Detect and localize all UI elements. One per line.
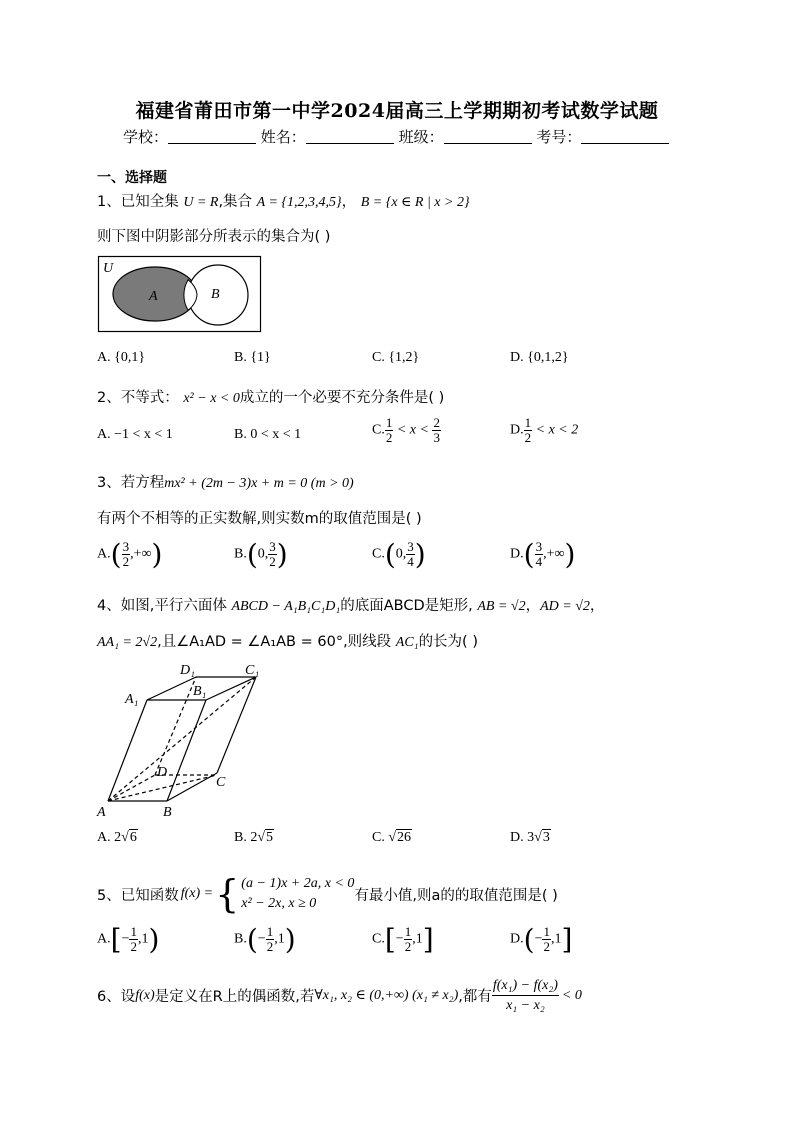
q6-text-2: 是定义在R上的偶函数,若	[154, 989, 315, 1005]
vertex-a: A	[97, 805, 106, 820]
edge-a1d1	[147, 677, 196, 700]
denominator: 2	[269, 554, 276, 569]
q6-condition: ∀x₁, x₂ ∈ (0,+∞) (x₁ ≠ x₂)	[314, 988, 459, 1003]
vertex-b: B	[163, 805, 172, 820]
q3-option-b[interactable]: B.(0, $\frac{3}{2}$ )	[234, 538, 288, 571]
q6-text: 6、设	[97, 989, 136, 1005]
denominator: x₁ − x₂	[506, 998, 545, 1013]
q2-option-a[interactable]: A. −1 < x < 1	[97, 427, 173, 442]
parallelepiped-figure	[95, 658, 275, 820]
q4-c-prefix: C.	[372, 830, 389, 845]
name-blank[interactable]	[306, 129, 394, 144]
q4-ab: AB = √2	[477, 599, 526, 614]
fraction	[432, 416, 441, 445]
q5-text: 5、已知函数	[97, 887, 179, 904]
q1-comma: ，	[341, 194, 357, 210]
class-label: 班级：	[398, 128, 444, 146]
q5-text-2: 有最小值,则a的的取值范围是( )	[354, 887, 558, 904]
q5-d-prefix: D.	[510, 931, 524, 947]
vertex-c: C	[216, 775, 226, 790]
q4-a-prefix: A. 2	[97, 830, 122, 845]
venn-diagram	[97, 255, 263, 335]
denominator: 2	[524, 430, 532, 445]
q4-ad: AD = √2	[540, 599, 590, 614]
vertex-a1: A₁	[125, 692, 139, 707]
q2-option-c[interactable]	[372, 416, 441, 445]
vertex-c1: C₁	[245, 663, 260, 678]
q1-set-a: A = {1,2,3,4,5}	[256, 195, 342, 210]
q5-tail: ,1	[412, 931, 423, 947]
vertex-d: D	[157, 765, 168, 780]
question-1-prompt: 则下图中阴影部分所表示的集合为( )	[97, 229, 331, 245]
fraction	[542, 925, 551, 954]
number-label: 考号：	[536, 128, 582, 146]
vertex-d1: D₁	[180, 663, 195, 678]
q1-text-2: ,集合	[218, 194, 253, 210]
minus: −	[395, 931, 404, 947]
minus: −	[257, 931, 266, 947]
q3-b-prefix: B.	[234, 546, 247, 562]
q2-inequality: x² − x < 0	[183, 391, 240, 406]
edge-bc	[167, 773, 217, 801]
question-1-stem	[97, 190, 470, 211]
q5-function: f(x) =	[180, 886, 214, 901]
q5-case-1: (a − 1)x + 2a, x < 0	[241, 876, 355, 891]
q3-equation: mx² + (2m − 3)x + m = 0 (m > 0)	[164, 476, 354, 491]
edge-ad-hidden	[108, 775, 155, 801]
q2-option-d[interactable]	[510, 416, 578, 445]
q6-less-than-zero: < 0	[561, 987, 582, 1003]
numerator: 1	[543, 924, 550, 939]
denominator: 4	[535, 554, 543, 569]
radicand: 5	[266, 830, 274, 845]
q1-option-a[interactable]: A. {0,1}	[97, 350, 146, 365]
school-blank[interactable]	[168, 129, 256, 144]
fraction	[406, 540, 415, 569]
q5-tail: ,1	[274, 931, 285, 947]
q3-option-c[interactable]: C.(0, $\frac{3}{4}$ )	[372, 538, 426, 571]
denominator: 4	[407, 554, 414, 569]
q4-angle-condition: ,且∠A₁AD = ∠A₁AB = 60°,则线段	[157, 634, 392, 650]
denominator: 2	[404, 939, 412, 954]
edge-aa1	[108, 700, 147, 801]
q4-aa1: AA₁ = 2√2	[97, 635, 158, 650]
denominator: 2	[385, 430, 393, 445]
fraction	[266, 925, 275, 954]
venn-label-b: B	[211, 287, 220, 302]
minus: −	[121, 931, 130, 947]
q5-tail: ,1	[550, 931, 562, 947]
fraction	[268, 540, 277, 569]
edge-cc1	[217, 677, 256, 773]
q5-b-prefix: B.	[234, 931, 247, 947]
q4-sep: ，	[525, 598, 541, 614]
q1-set-b: B = {x ∈ R | x > 2}	[360, 195, 470, 210]
edge-dd1-hidden	[155, 677, 196, 775]
bracket: )	[284, 923, 296, 956]
numerator: 3	[407, 539, 414, 554]
fraction	[535, 540, 544, 569]
bracket: (	[246, 923, 258, 956]
q3-text: 3、若方程	[97, 475, 165, 491]
fraction	[122, 540, 131, 569]
question-4-line2	[97, 630, 478, 651]
q2-option-b[interactable]: B. 0 < x < 1	[234, 427, 302, 442]
section-heading: 一、选择题	[97, 170, 167, 186]
q5-brace: {	[215, 872, 240, 916]
q3-d-tail: ,+∞	[543, 546, 565, 562]
q6-text-3: ,都有	[458, 989, 492, 1005]
q3-option-a[interactable]: A.( $\frac{3}{2}$ ,+∞)	[97, 538, 163, 571]
q2-c-mid: < x <	[393, 422, 433, 438]
q4-text-3: 的长为( )	[418, 634, 478, 650]
numerator: 3	[535, 539, 543, 554]
bracket: ]	[561, 923, 573, 956]
q4-option-c[interactable]: C. √26	[372, 830, 412, 845]
q5-cases	[241, 874, 354, 914]
q5-option-d[interactable]	[510, 923, 572, 956]
q4-option-b[interactable]: B. 2√5	[234, 830, 274, 845]
q3-d-prefix: D.	[510, 546, 524, 562]
q5-option-c[interactable]	[372, 923, 434, 956]
q4-ac1: AC₁	[395, 635, 419, 650]
page-title: 福建省莆田市第一中学2024届高三上学期期初考试数学试题	[135, 100, 659, 122]
bracket: ]	[422, 923, 434, 956]
question-5-stem	[97, 872, 558, 916]
denominator: 2	[122, 554, 130, 569]
question-3-prompt: 有两个不相等的正实数解,则实数m的取值范围是( )	[97, 511, 422, 527]
venn-label-u: U	[103, 261, 114, 276]
radicand: 6	[129, 830, 137, 845]
fraction	[404, 925, 413, 954]
q6-difference-quotient	[492, 976, 559, 1015]
numerator: 1	[266, 924, 274, 939]
fraction	[524, 416, 533, 445]
numerator: 3	[269, 539, 276, 554]
q3-c-prefix: C.	[372, 546, 385, 562]
q5-c-prefix: C.	[372, 931, 385, 947]
q2-d-prefix: D.	[510, 422, 524, 438]
school-label: 学校：	[123, 128, 169, 146]
question-2-stem	[97, 386, 444, 407]
numerator: 1	[404, 924, 412, 939]
q6-function: f(x)	[135, 987, 155, 1003]
q1-universal-set: U = R	[183, 195, 219, 210]
q5-case-2: x² − 2x, x ≥ 0	[241, 896, 317, 911]
numerator: f(x₁) − f(x₂)	[492, 976, 559, 996]
q3-a-prefix: A.	[97, 546, 111, 562]
q4-d-prefix: D. 3	[510, 830, 535, 845]
numerator: 3	[122, 539, 130, 554]
minus: −	[534, 931, 543, 947]
denominator: 2	[266, 939, 274, 954]
question-3-stem	[97, 471, 354, 492]
q5-a-prefix: A.	[97, 931, 111, 947]
denominator: 3	[433, 430, 440, 445]
q4-text-2: 的底面ABCD是矩形,	[340, 598, 473, 614]
radicand: 3	[542, 830, 550, 845]
q5-tail: ,1	[137, 931, 149, 947]
q3-b-lead: 0,	[257, 546, 269, 562]
venn-label-a: A	[149, 289, 158, 304]
bracket: [	[110, 923, 122, 956]
numerator: 1	[385, 415, 393, 430]
q3-option-d[interactable]: D.( $\frac{3}{4}$ ,+∞)	[510, 538, 576, 571]
vertex-b1: B₁	[193, 684, 207, 699]
q4-text: 4、如图,平行六面体	[97, 598, 227, 614]
class-blank[interactable]	[444, 129, 532, 144]
q2-text: 2、不等式：	[97, 390, 179, 406]
q4-b-prefix: B. 2	[234, 830, 258, 845]
radicand: 26	[397, 830, 412, 845]
q5-option-b[interactable]	[234, 923, 296, 956]
q3-c-lead: 0,	[395, 546, 407, 562]
name-label: 姓名：	[260, 128, 306, 146]
numerator: 1	[130, 924, 137, 939]
q2-text-2: 成立的一个必要不充分条件是( )	[239, 390, 445, 406]
q2-c-prefix: C.	[372, 422, 385, 438]
q1-text: 1、已知全集	[97, 194, 179, 210]
bracket: )	[148, 923, 160, 956]
bracket: (	[523, 923, 535, 956]
q4-option-d[interactable]: D. 3√3	[510, 830, 550, 845]
numerator: 2	[433, 415, 440, 430]
question-6-stem	[97, 976, 582, 1015]
q4-end: ，	[589, 598, 605, 614]
q4-solid: ABCD − A₁B₁C₁D₁	[231, 599, 341, 614]
number-blank[interactable]	[581, 129, 669, 144]
q1-option-b[interactable]: B. {1}	[234, 350, 271, 365]
q4-option-a[interactable]: A. 2√6	[97, 830, 137, 845]
q1-option-d[interactable]: D. {0,1,2}	[510, 350, 569, 365]
student-info-line	[123, 126, 669, 147]
denominator: 2	[543, 939, 550, 954]
q1-option-c[interactable]: C. {1,2}	[372, 350, 420, 365]
fraction	[129, 925, 138, 954]
q3-a-tail: ,+∞	[130, 546, 152, 562]
q2-d-tail: < x < 2	[532, 422, 579, 438]
question-4-stem	[97, 594, 604, 615]
bracket: [	[384, 923, 396, 956]
denominator: 2	[130, 939, 137, 954]
numerator: 1	[524, 415, 532, 430]
q5-option-a[interactable]	[97, 923, 159, 956]
